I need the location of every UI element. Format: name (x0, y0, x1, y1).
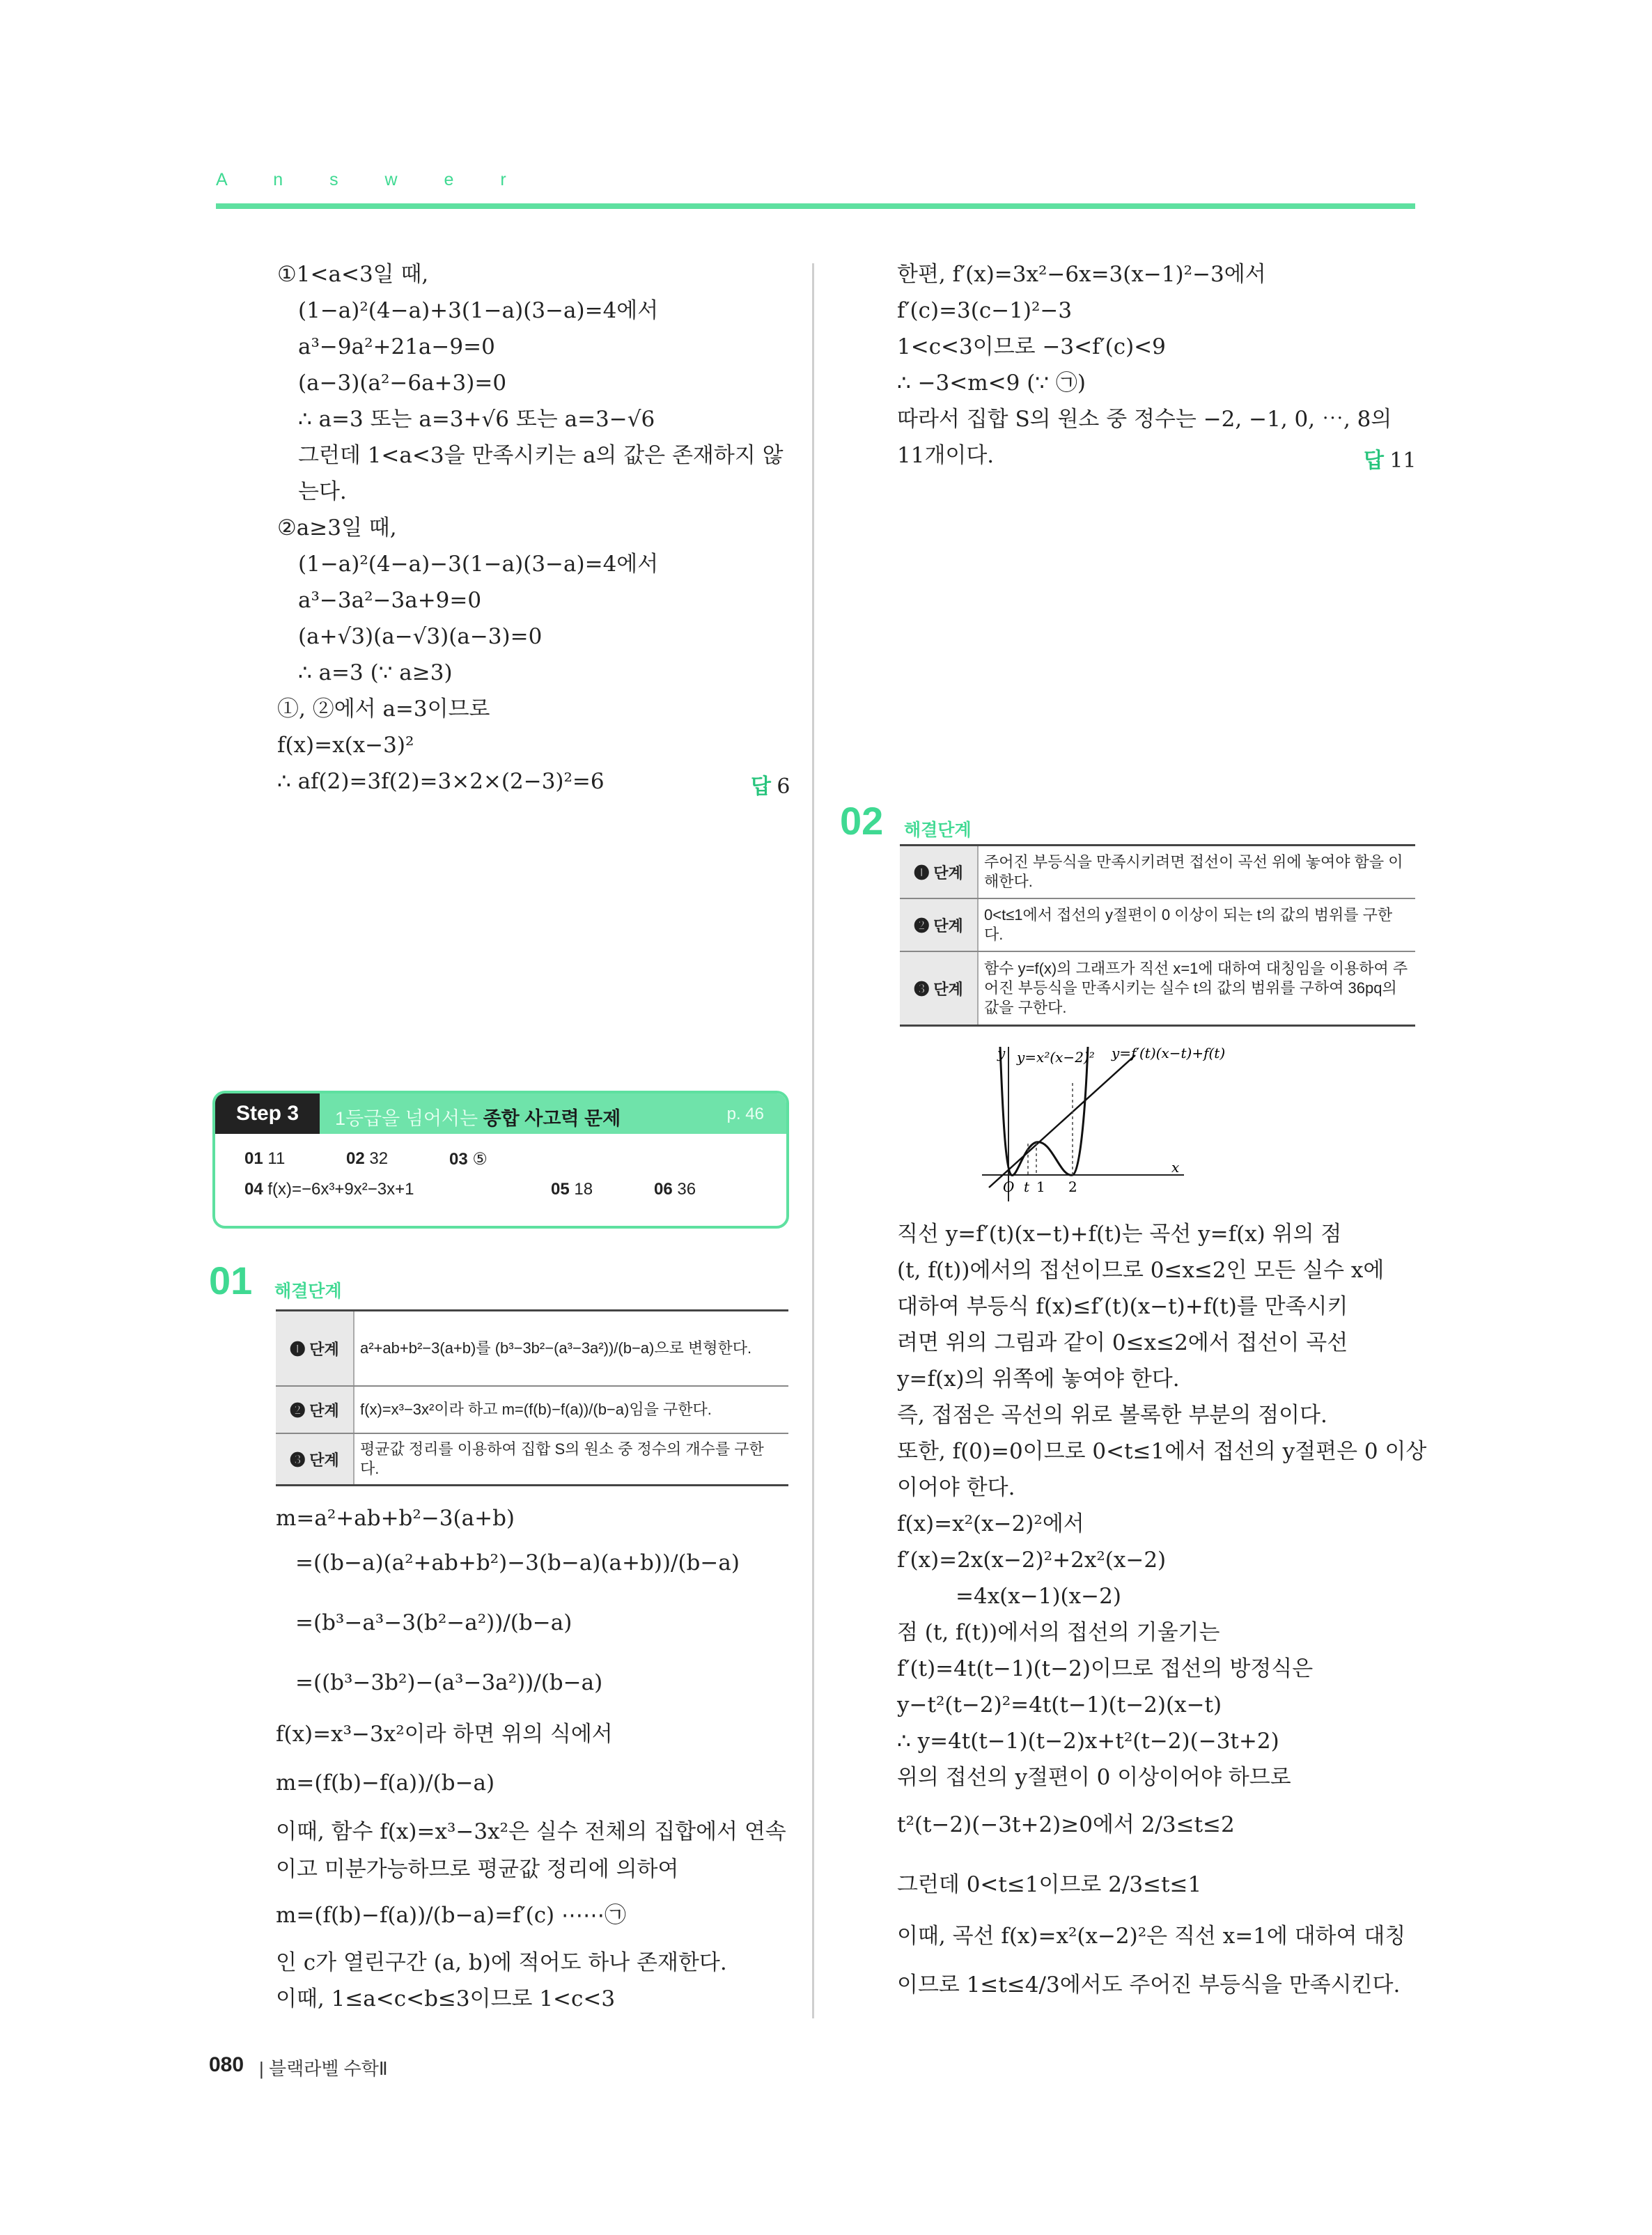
solution-line: ∴ −3<m<9 (∵ ㉠) (897, 371, 1086, 396)
tick-label: 1 (1036, 1178, 1045, 1195)
quick-answer: 06 36 (654, 1180, 696, 1199)
quick-answer: 01 11 (244, 1149, 286, 1168)
solution-line: 점 (t, f(t))에서의 접선의 기울기는 (897, 1620, 1220, 1645)
book-title: | 블랙라벨 수학Ⅱ (259, 2058, 388, 2079)
solution-line: f(x)=x(x−3)² (277, 733, 414, 758)
solution-line: 그런데 0<t≤1이므로 2/3≤t≤1 (897, 1872, 1202, 1897)
step-key: ❷ 단계 (900, 898, 978, 951)
solution-line: f(x)=x³−3x²이라 하면 위의 식에서 (276, 1722, 613, 1747)
solution-line: 한편, f′(x)=3x²−6x=3(x−1)²−3에서 (897, 262, 1266, 287)
solution-line: ∴ a=3 (∵ a≥3) (298, 660, 453, 685)
solution-line: m=(f(b)−f(a))/(b−a) (276, 1770, 495, 1796)
step3-label: Step 3 (215, 1093, 320, 1134)
solution-line: ①, ②에서 a=3이므로 (277, 696, 490, 722)
answer-label: 답 (751, 775, 771, 798)
solution-line: f′(t)=4t(t−1)(t−2)이므로 접선의 방정식은 (897, 1656, 1314, 1681)
step-key: ❷ 단계 (276, 1386, 354, 1433)
header-rule (216, 203, 1415, 209)
solution-line: 이때, 함수 f(x)=x³−3x²은 실수 전체의 집합에서 연속 (276, 1819, 786, 1844)
x-axis-label: x (1171, 1159, 1180, 1176)
solution-line: ②a≥3일 때, (277, 515, 397, 540)
solution-line: ∴ y=4t(t−1)(t−2)x+t²(t−2)(−3t+2) (897, 1729, 1279, 1754)
solution-line: f(x)=x²(x−2)²에서 (897, 1511, 1084, 1536)
step-row (276, 1311, 788, 1387)
solution-line: 는다. (298, 479, 347, 504)
solution-line: 그런데 1<a<3을 만족시키는 a의 값은 존재하지 않 (298, 443, 784, 468)
step-text: 0<t≤1에서 접선의 y절편이 0 이상이 되는 t의 값의 범위를 구한다. (978, 898, 1415, 951)
step-key: ❸ 단계 (276, 1433, 354, 1486)
solution-line: y−t²(t−2)²=4t(t−1)(t−2)(x−t) (897, 1692, 1222, 1718)
answer-marker (1364, 443, 1417, 474)
step-key: ❶ 단계 (900, 846, 978, 899)
solution-line: m=(f(b)−f(a))/(b−a)=f′(c) ⋯⋯㉠ (276, 1903, 627, 1928)
step-key: ❶ 단계 (276, 1311, 354, 1387)
quick-answer: 02 32 (346, 1149, 389, 1168)
solution-line: (a−3)(a²−6a+3)=0 (298, 371, 507, 396)
step-key: ❸ 단계 (900, 951, 978, 1026)
tick-label: t (1024, 1178, 1030, 1195)
solution-steps-table (276, 1309, 788, 1486)
solution-line: 이때, 1≤a<c<b≤3이므로 1<c<3 (276, 1986, 616, 2011)
solution-line: 위의 접선의 y절편이 0 이상이어야 하므로 (897, 1765, 1291, 1790)
solution-line: a³−9a²+21a−9=0 (298, 334, 495, 359)
solution-line: =4x(x−1)(x−2) (956, 1584, 1121, 1609)
solution-line: 이므로 1≤t≤4/3에서도 주어진 부등식을 만족시킨다. (897, 1972, 1401, 1998)
step-text: 주어진 부등식을 만족시키려면 접선이 곡선 위에 놓여야 함을 이해한다. (978, 846, 1415, 899)
solution-line: =((b³−3b²)−(a³−3a²))/(b−a) (295, 1670, 603, 1695)
answer-value: 11 (1389, 449, 1417, 473)
solution-steps-label: 해결단계 (904, 820, 972, 840)
solution-line: =((b−a)(a²+ab+b²)−3(b−a)(a+b))/(b−a) (295, 1550, 740, 1575)
solution-line: 이어야 한다. (897, 1475, 1015, 1500)
problem-number: 02 (840, 799, 884, 843)
column-divider (812, 263, 814, 2018)
quick-answer: 03 ⑤ (449, 1150, 488, 1169)
step-text: 평균값 정리를 이용하여 집합 S의 원소 중 정수의 개수를 구한다. (354, 1433, 788, 1486)
step3-title-bold: 종합 사고력 문제 (483, 1108, 621, 1129)
step3-answer-box (212, 1091, 789, 1229)
solution-line: a³−3a²−3a+9=0 (298, 588, 482, 613)
solution-line: (a+√3)(a−√3)(a−3)=0 (298, 624, 543, 649)
solution-line: 이때, 곡선 f(x)=x²(x−2)²은 직선 x=1에 대하여 대칭 (897, 1924, 1406, 1949)
solution-line: (1−a)²(4−a)+3(1−a)(3−a)=4에서 (298, 298, 659, 323)
solution-line: m=a²+ab+b²−3(a+b) (276, 1506, 515, 1531)
tick-label: 2 (1068, 1178, 1077, 1195)
answer-label: 답 (1364, 449, 1384, 472)
solution-line: 11개이다. (897, 443, 995, 468)
curve-label: y=x²(x−2)² (1017, 1049, 1095, 1066)
solution-steps-table (900, 844, 1415, 1027)
step-text: a²+ab+b²−3(a+b)를 (b³−3b²−(a³−3a²))/(b−a)으로 변형한다. (354, 1311, 788, 1387)
y-axis-label: y (997, 1045, 1006, 1061)
solution-line: 직선 y=f′(t)(x−t)+f(t)는 곡선 y=f(x) 위의 점 (897, 1222, 1342, 1247)
step-row (900, 898, 1415, 951)
step-row (900, 846, 1415, 899)
solution-line: f′(c)=3(c−1)²−3 (897, 298, 1073, 323)
step3-title-light: 1등급을 넘어서는 (335, 1108, 483, 1129)
solution-line: 즉, 접점은 곡선의 위로 볼록한 부분의 점이다. (897, 1403, 1327, 1428)
solution-line: 인 c가 열린구간 (a, b)에 적어도 하나 존재한다. (276, 1950, 727, 1975)
solution-line: ∴ af(2)=3f(2)=3×2×(2−3)²=6 (277, 769, 605, 794)
quick-answer: 05 18 (551, 1180, 593, 1199)
step-row (900, 951, 1415, 1026)
answer-value: 6 (777, 774, 790, 799)
step-text: f(x)=x³−3x²이라 하고 m=(f(b)−f(a))/(b−a)임을 구한다. (354, 1386, 788, 1433)
problem-number: 01 (209, 1259, 253, 1302)
answer-marker (751, 769, 790, 800)
step-row (276, 1386, 788, 1433)
step3-page-ref: p. 46 (726, 1105, 764, 1123)
solution-line: 대하여 부등식 f(x)≤f′(t)(x−t)+f(t)를 만족시키 (897, 1294, 1348, 1319)
header-answer-word: A n s w e r (216, 170, 527, 189)
solution-steps-label: 해결단계 (274, 1282, 342, 1301)
solution-line: y=f(x)의 위쪽에 놓여야 한다. (897, 1366, 1180, 1392)
solution-line: 이고 미분가능하므로 평균값 정리에 의하여 (276, 1857, 679, 1882)
page-number: 080 (209, 2053, 244, 2076)
solution-line: (1−a)²(4−a)−3(1−a)(3−a)=4에서 (298, 552, 659, 577)
tangent-label: y=f′(t)(x−t)+f(t) (1112, 1045, 1226, 1061)
solution-line: (t, f(t))에서의 접선이므로 0≤x≤2인 모든 실수 x에 (897, 1258, 1385, 1283)
solution-line: f′(x)=2x(x−2)²+2x²(x−2) (897, 1548, 1167, 1573)
step-row (276, 1433, 788, 1486)
solution-line: t²(t−2)(−3t+2)≥0에서 2/3≤t≤2 (897, 1812, 1235, 1837)
solution-line: 1<c<3이므로 −3<f′(c)<9 (897, 334, 1166, 359)
solution-line: 려면 위의 그림과 같이 0≤x≤2에서 접선이 곡선 (897, 1330, 1348, 1355)
solution-line: 또한, f(0)=0이므로 0<t≤1에서 접선의 y절편은 0 이상 (897, 1439, 1427, 1464)
tangent-graph (975, 1041, 1351, 1205)
quick-answer: 04 f(x)=−6x³+9x²−3x+1 (244, 1180, 414, 1199)
origin-label: O (1003, 1178, 1015, 1195)
solution-line: ∴ a=3 또는 a=3+√6 또는 a=3−√6 (298, 407, 655, 432)
solution-line: =(b³−a³−3(b²−a²))/(b−a) (295, 1610, 572, 1635)
step-text: 함수 y=f(x)의 그래프가 직선 x=1에 대하여 대칭임을 이용하여 주어진 부등식을 만족시키는 실수 t의 값의 범위를 구하여 36pq의 값을 구한다. (978, 951, 1415, 1026)
solution-line: 따라서 집합 S의 원소 중 정수는 −2, −1, 0, ⋯, 8의 (897, 407, 1392, 432)
solution-line: ①1<a<3일 때, (277, 262, 429, 287)
step3-title (335, 1103, 621, 1130)
